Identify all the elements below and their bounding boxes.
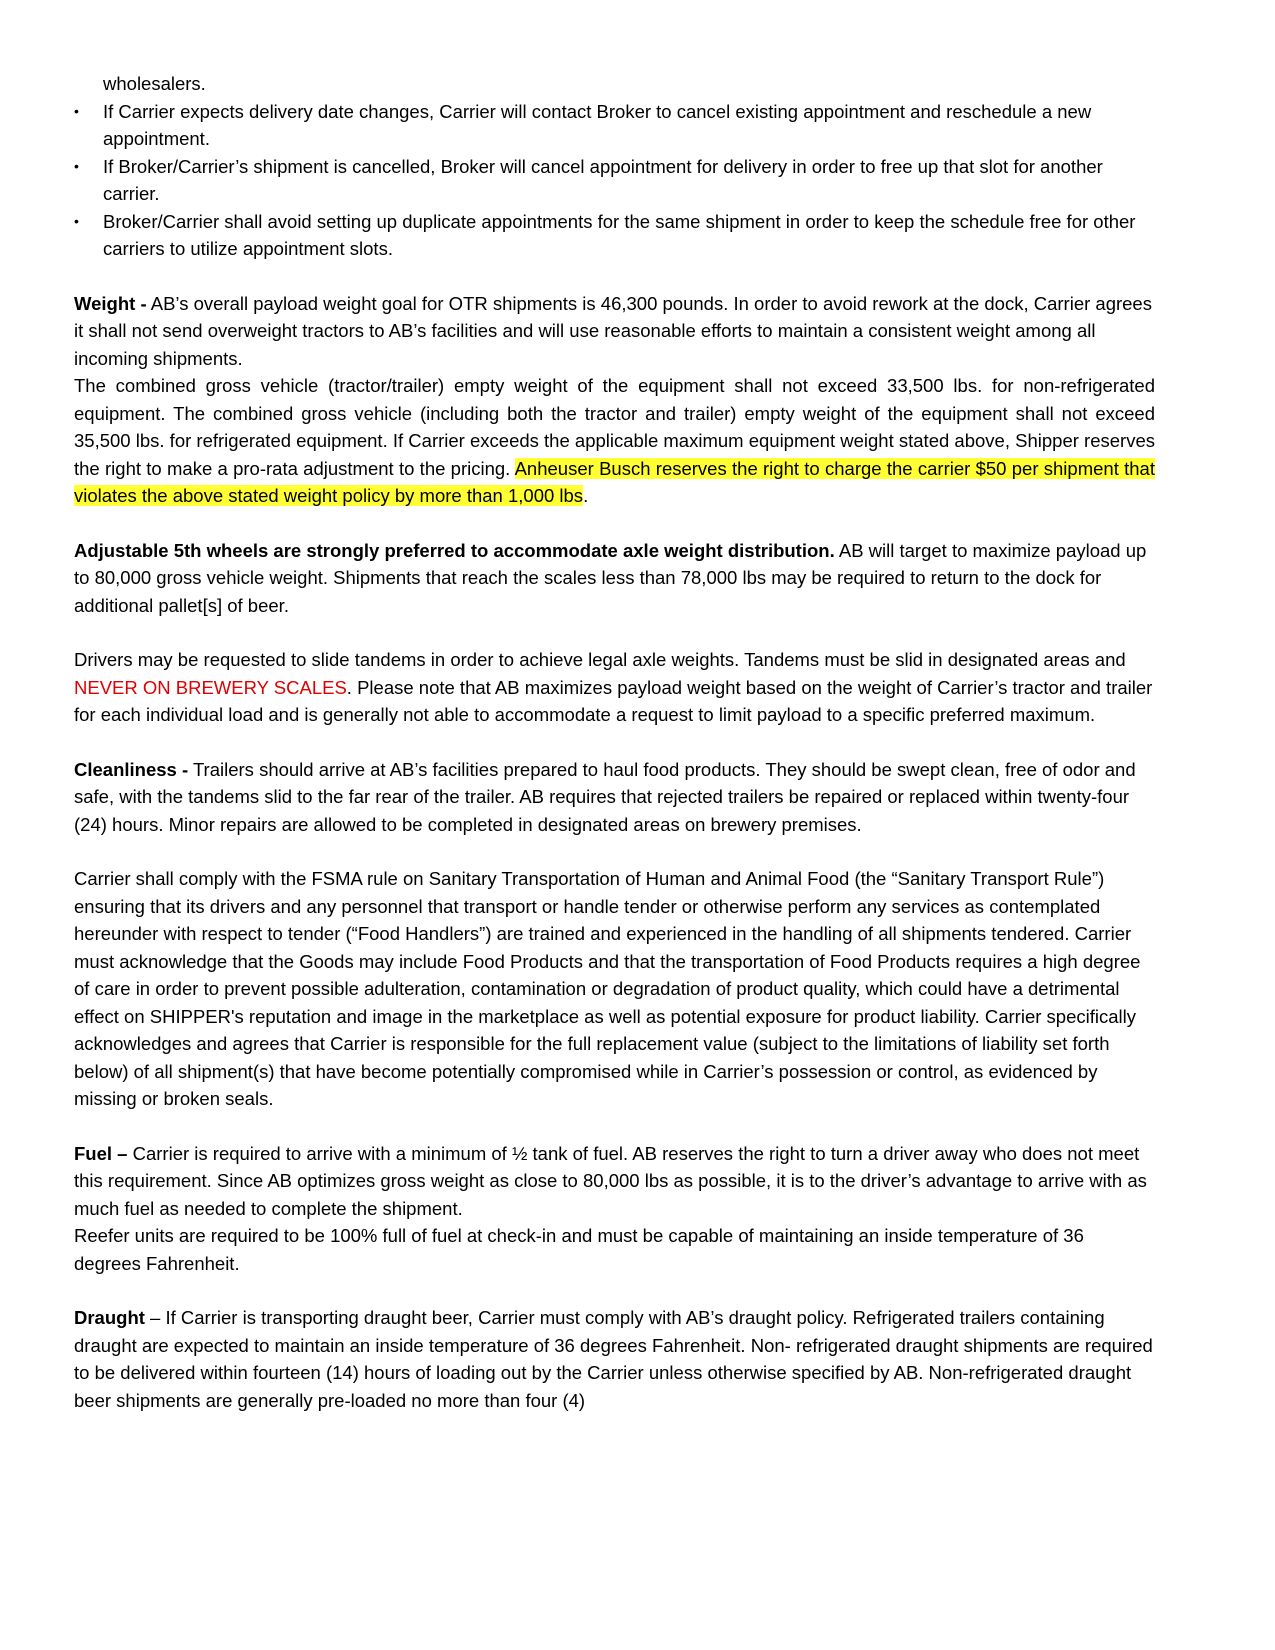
bullet-icon: • (74, 212, 79, 229)
bullet-icon: • (74, 102, 79, 119)
appointment-bullet-list (74, 98, 1155, 263)
cleanliness-paragraph: Cleanliness - Trailers should arrive at AB’s facilities prepared to haul food products. They should be swept clean, free of odor and safe, with the tandems slid to the far rear of the trailer. AB requires that rejected trailers be repaired or replaced within twenty-four (24) hours. Minor repairs are allowed to be completed in designated areas on brewery premises. (74, 758, 1136, 835)
list-item: • If Carrier expects delivery date changes, Carrier will contact Broker to cancel existing appointment and reschedule a new appointment. (74, 98, 1155, 153)
cleanliness-heading: Cleanliness - (74, 758, 189, 780)
bullet-icon: • (74, 157, 79, 174)
intro-continuation: wholesalers. (103, 73, 206, 94)
weight-penalty-highlight: Anheuser Busch reserves the right to charge the carrier $50 per shipment that violates the above stated weight policy by more than 1,000 lbs (74, 457, 1155, 506)
draught-heading: Draught (74, 1307, 145, 1328)
fuel-paragraph: Fuel – Carrier is required to arrive with a minimum of ½ tank of fuel. AB reserves the right to turn a driver away who does not meet this requirement. Since AB optimizes gross weight as close to 80,000 lbs as possible, it is to the driver’s advantage to arrive with as much fuel as needed to complete the shipment. (74, 1142, 1147, 1219)
weight-paragraph: Weight - AB’s overall payload weight goal for OTR shipments is 46,300 pounds. In order to avoid rework at the dock, Carrier agrees it shall not send overweight tractors to AB’s facilities and will use reasonable efforts to maintain a consistent weight among all incoming shipments. (74, 292, 1152, 369)
list-item: • If Broker/Carrier’s shipment is cancelled, Broker will cancel appointment for delivery in order to free up that slot for another carrier. (74, 153, 1155, 208)
reefer-paragraph: Reefer units are required to be 100% full of fuel at check-in and must be capable of maintaining an inside temperature of 36 degrees Fahrenheit. (74, 1225, 1084, 1274)
weight-heading: Weight - (74, 292, 147, 314)
draught-paragraph: Draught – If Carrier is transporting draught beer, Carrier must comply with AB’s draught policy. Refrigerated trailers containing draught are expected to maintain an inside temperature of 36 degrees Fahrenheit. Non- refrigerated draught shipments are required to be delivered within fourteen (14) hours of loading out by the Carrier unless otherwise specified by AB. Non-refrigerated draught beer shipments are generally pre-loaded no more than four (4) (74, 1307, 1153, 1411)
brewery-scales-warning: NEVER ON BREWERY SCALES (74, 676, 347, 698)
fifth-wheel-paragraph: Adjustable 5th wheels are strongly preferred to accommodate axle weight distribution. AB will target to maximize payload up to 80,000 gross vehicle weight. Shipments that reach the scales less than 78,000 lbs may be required to return to the dock for additional pallet[s] of beer. (74, 539, 1147, 616)
fifth-wheel-heading: Adjustable 5th wheels are strongly preferred to accommodate axle weight distribution. (74, 539, 835, 561)
tandems-paragraph: Drivers may be requested to slide tandems in order to achieve legal axle weights. Tandems must be slid in designated areas and NEVER ON BREWERY SCALES. Please note that AB maximizes payload weight based on the weight of Carrier’s tractor and trailer for each individual load and is generally not able to accommodate a request to limit payload to a specific preferred maximum. (74, 649, 1153, 725)
list-item: • Broker/Carrier shall avoid setting up duplicate appointments for the same shipment in order to keep the schedule free for other carriers to utilize appointment slots. (74, 208, 1155, 263)
weight-equipment-paragraph: The combined gross vehicle (tractor/trailer) empty weight of the equipment shall not exceed 33,500 lbs. for non-refrigerated equipment. The combined gross vehicle (including both the tractor and trailer) empty weight of the equipment shall not exceed 35,500 lbs. for refrigerated equipment. If Carrier exceeds the applicable maximum equipment weight stated above, Shipper reserves the right to make a pro-rata adjustment to the pricing. Anheuser Busch reserves the right to charge the carrier $50 per shipment that violates the above stated weight policy by more than 1,000 lbs. (74, 375, 1155, 506)
fuel-heading: Fuel – (74, 1142, 128, 1164)
fsma-paragraph: Carrier shall comply with the FSMA rule on Sanitary Transportation of Human and Animal Food (the “Sanitary Transport Rule”) ensuring that its drivers and any personnel that transport or handle tender or otherwise perform any services as contemplated hereunder with respect to tender (“Food Handlers”) are trained and experienced in the handling of all shipments tendered. Carrier must acknowledge that the Goods may include Food Products and that the transportation of Food Products requires a high degree of care in order to prevent possible adulteration, contamination or degradation of product quality, which could have a detrimental effect on SHIPPER's reputation and image in the marketplace as well as potential exposure for product liability. Carrier specifically acknowledges and agrees that Carrier is responsible for the full replacement value (subject to the limitations of liability set forth below) of all shipment(s) that have become potentially compromised while in Carrier’s possession or control, as evidenced by missing or broken seals. (74, 868, 1141, 1109)
